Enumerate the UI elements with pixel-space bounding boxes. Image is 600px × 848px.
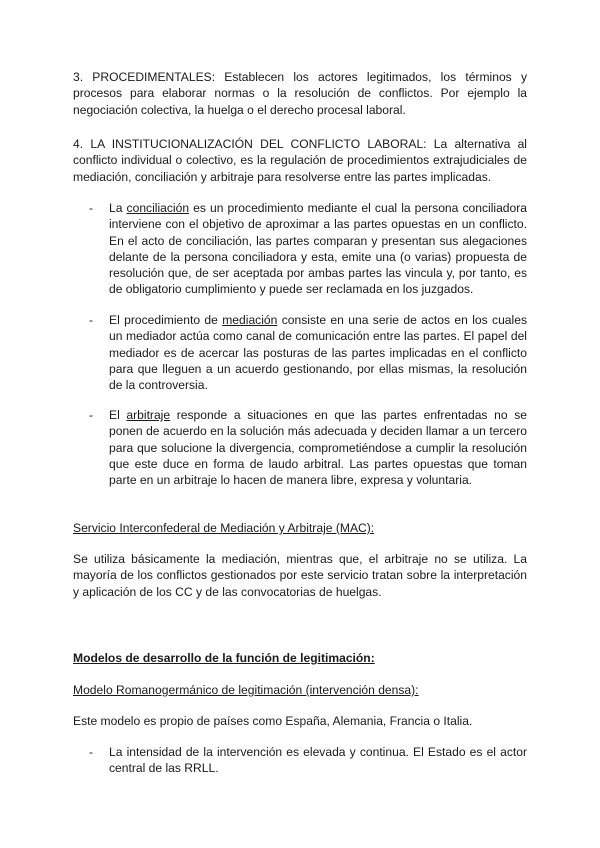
subheading-romanogermanico: Modelo Romanogermánico de legitimación (intervención densa): — [73, 683, 419, 697]
bullet-text: La conciliación es un procedimiento mediante el cual la persona conciliadora interviene con el objetivo de aproximar a las partes opuestas en un conflicto. En el acto de conciliación, las partes comparan y presentan sus alegaciones delante de la persona conciliadora y esta, emite una (o varias) propuesta de resolución que, de ser aceptada por ambas partes las vincula y, por tanto, es de obligatorio cumplimiento y puede ser reclamada en los juzgados. — [109, 201, 528, 297]
servicio-title: Servicio Interconfederal de Mediación y Arbitraje (MAC): — [73, 521, 375, 535]
paragraph-institucionalizacion: 4. LA INSTITUCIONALIZACIÓN DEL CONFLICTO LABORAL: La alternativa al conflicto individual o colectivo, es la regulación de procedimientos extrajudiciales de mediación, conciliación y arbitraje para resolverse entre las partes implicadas. — [73, 137, 527, 184]
section-heading-modelos: Modelos de desarrollo de la función de legitimación: — [73, 651, 375, 665]
term-arbitraje: arbitraje — [126, 408, 171, 422]
bullet-text: El arbitraje responde a situaciones en que las partes enfrentadas no se ponen de acuerdo en la solución más adecuada y deciden llamar a un tercero para que solucione la divergencia, comprometiéndose a cumplir la resolución que este duce en forma de laudo arbitral. Las partes opuestas que toman parte en un arbitraje lo hacen de manera libre, expresa y voluntaria. — [109, 408, 527, 488]
bullet-mediacion — [89, 312, 527, 393]
paragraph-procedimentales: 3. PROCEDIMENTALES: Establecen los actores legitimados, los términos y procesos para elaborar normas o la resolución de conflictos. Por ejemplo la negociación colectiva, la huelga o el derecho procesal laboral. — [73, 70, 527, 117]
bullet-dash: - — [89, 313, 94, 327]
bullet-intensidad — [89, 744, 527, 777]
bullet-conciliacion — [89, 200, 527, 298]
term-mediacion: mediación — [222, 313, 278, 327]
bullet-text: La intensidad de la intervención es elevada y continua. El Estado es el actor central de las RRLL. — [109, 745, 527, 776]
bullet-dash: - — [89, 408, 94, 422]
bullet-dash: - — [89, 201, 94, 215]
term-conciliacion: conciliación — [126, 201, 190, 215]
bullet-arbitraje — [89, 407, 527, 488]
paragraph-servicio: Se utiliza básicamente la mediación, mientras que, el arbitraje no se utiliza. La mayoría de los conflictos gestionados por este servicio tratan sobre la interpretación y aplicación de los CC y de las convocatorias de huelgas. — [73, 552, 527, 599]
bullet-dash: - — [89, 745, 94, 759]
bullet-text: El procedimiento de mediación consiste en una serie de actos en los cuales un mediador actúa como canal de comunicación entre las partes. El papel del mediador es de acercar las posturas de las partes implicadas en el conflicto para que lleguen a un acuerdo gestionando, por ellas mismas, la resolución de la controversia. — [109, 313, 527, 393]
paragraph-modelo-intro: Este modelo es propio de países como España, Alemania, Francia o Italia. — [73, 714, 473, 728]
